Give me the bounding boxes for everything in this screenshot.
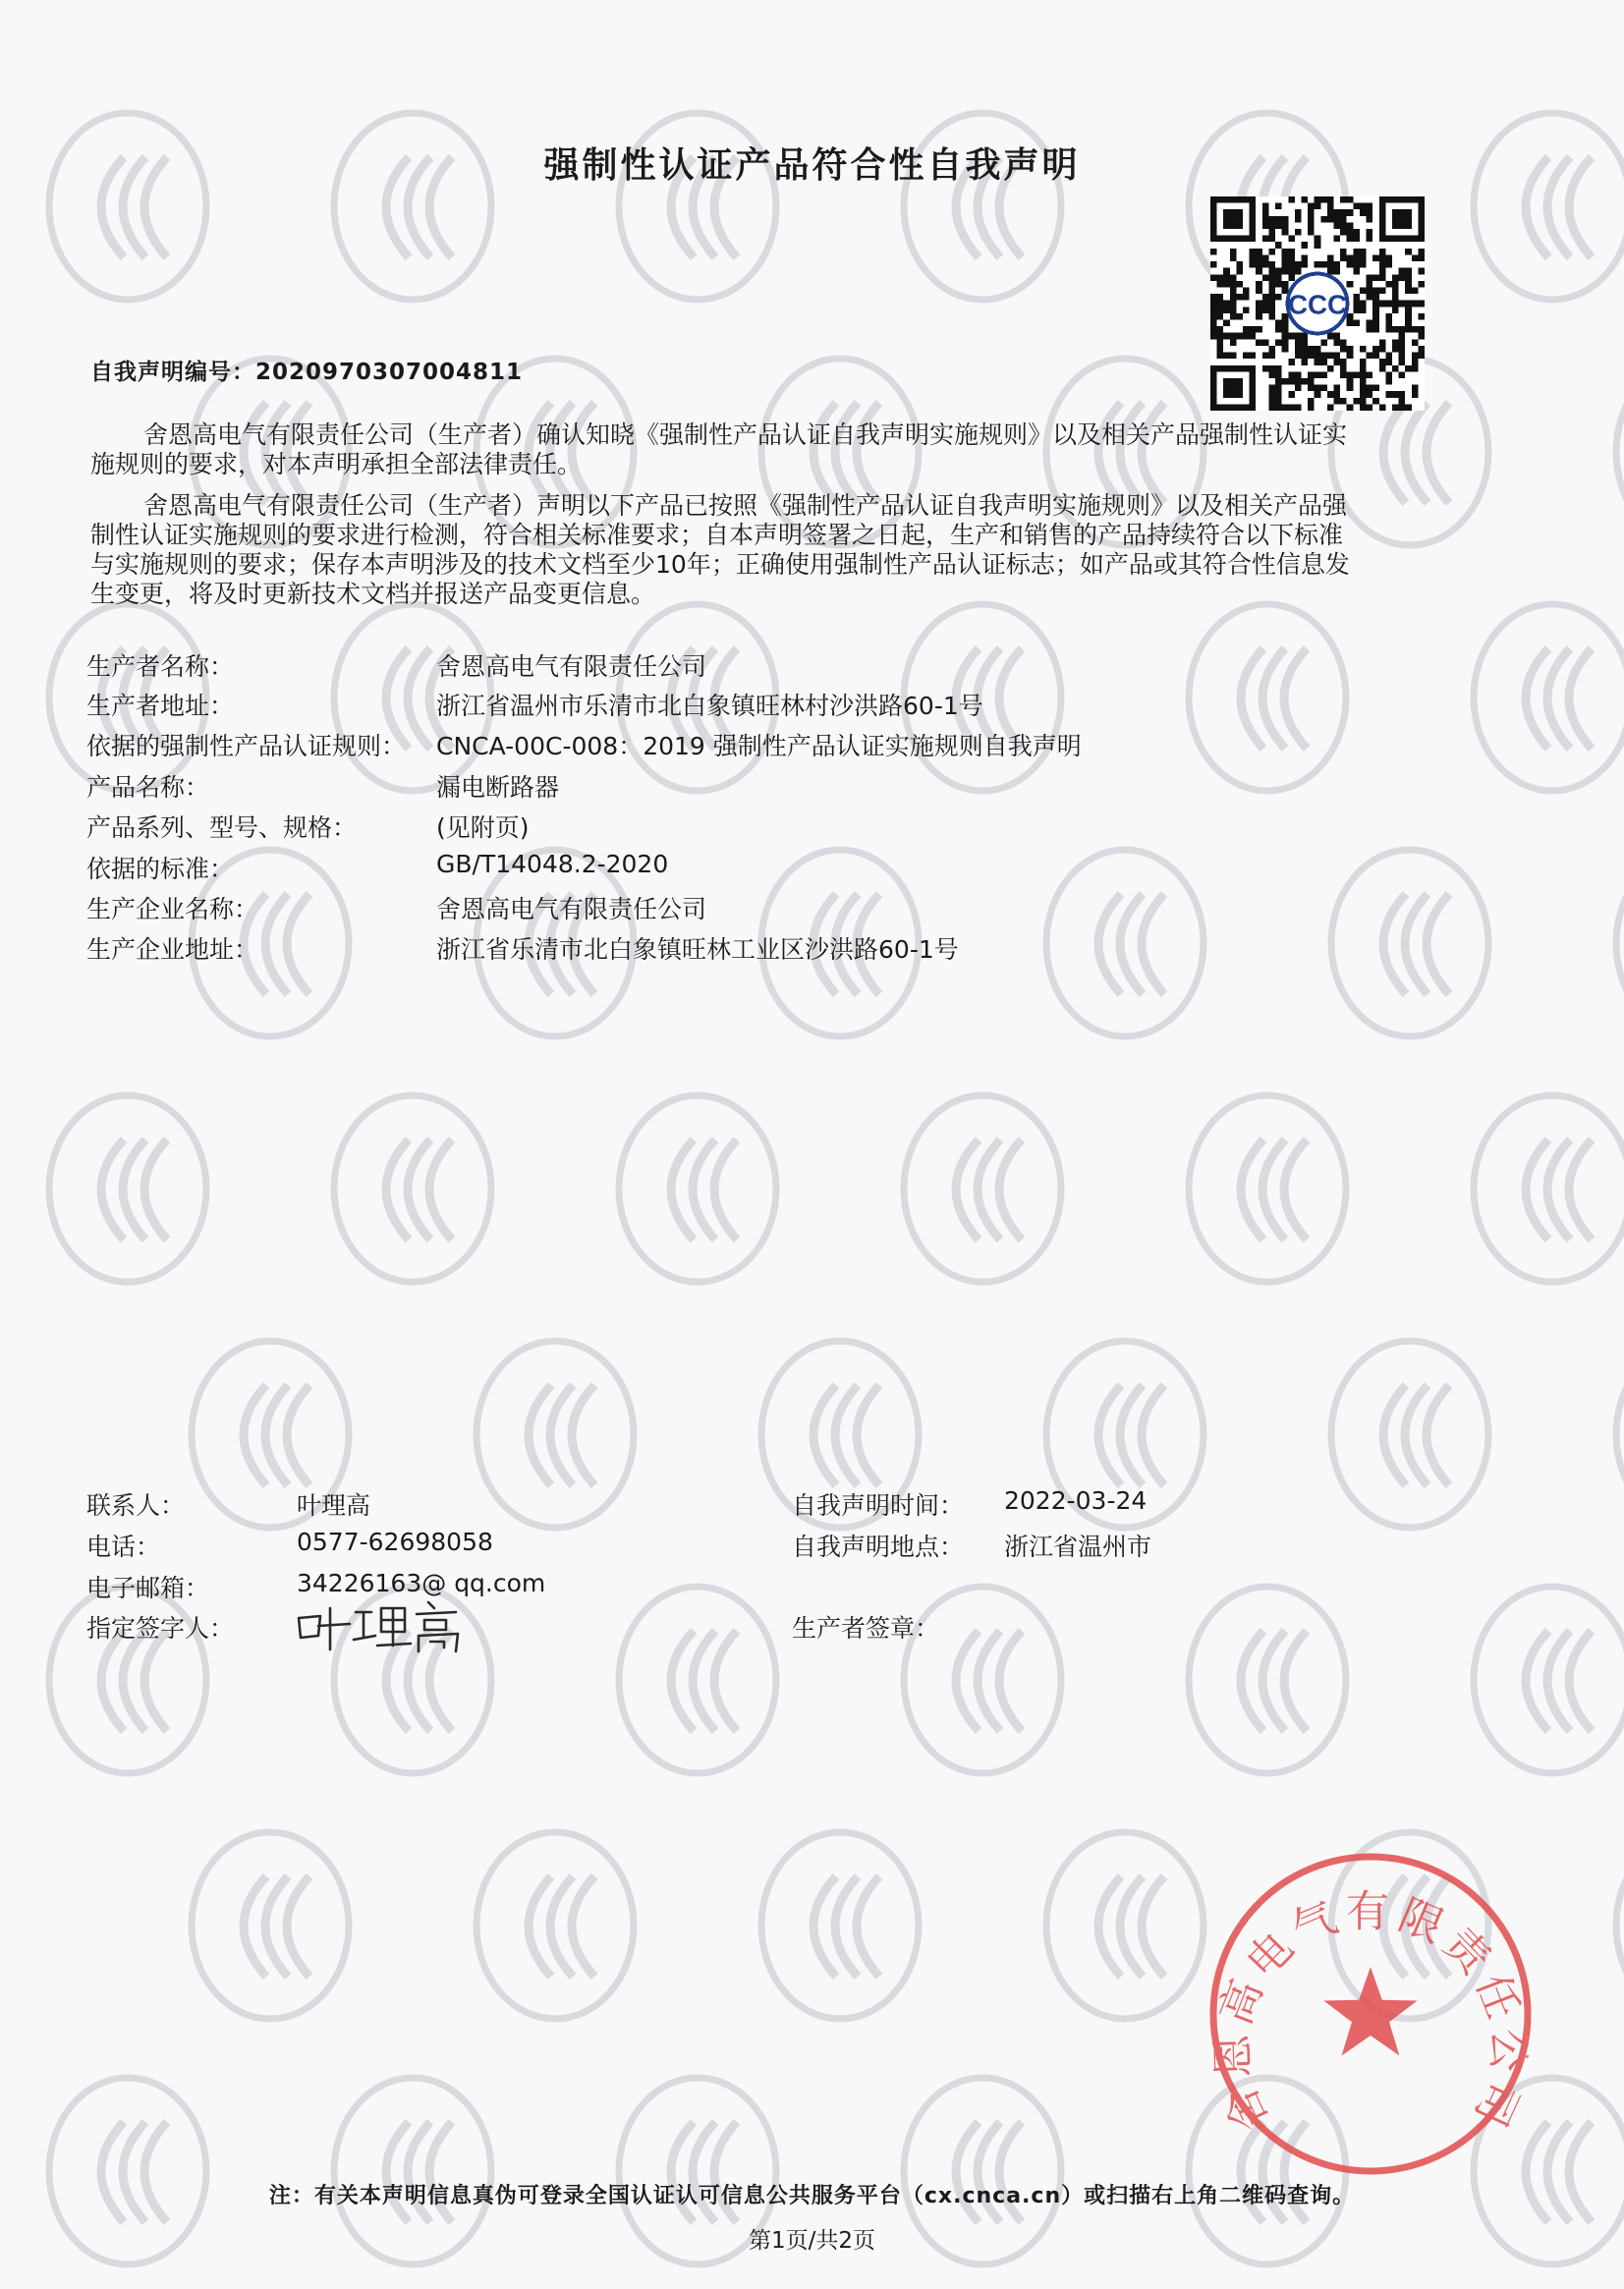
ccc-watermark-mark	[1046, 850, 1204, 1036]
standard-value: GB/T14048.2-2020	[436, 850, 669, 878]
certification-rule-value: CNCA-00C-008：2019 强制性产品认证实施规则自我声明	[436, 732, 1082, 760]
paragraph-line: 制性认证实施规则的要求进行检测，符合相关标准要求；自本声明签署之日起，生产和销售的产品持续符合以下标准	[90, 521, 1344, 549]
email-label: 电子邮箱：	[86, 1574, 210, 1602]
verification-note: 注：有关本声明信息真伪可登录全国认证认可信息公共服务平台（cx.cnca.cn）或扫描右上角二维码查询。	[268, 2184, 1356, 2208]
ccc-watermark-mark	[1474, 1095, 1624, 1282]
standard-label: 依据的标准：	[86, 855, 235, 883]
declaration-date-value: 2022-03-24	[1004, 1486, 1148, 1515]
signatory-label: 指定签字人：	[86, 1614, 235, 1643]
email-value: 34226163@ qq.com	[297, 1569, 546, 1597]
qr-code-icon[interactable]	[1210, 196, 1425, 411]
ccc-watermark-mark	[1474, 1587, 1624, 1773]
paragraph-line: 舍恩高电气有限责任公司（生产者）确认知晓《强制性产品认证自我声明实施规则》以及相关产品强制性认证实	[143, 420, 1348, 449]
declaration-place-value: 浙江省温州市	[1004, 1533, 1152, 1561]
product-name-value: 漏电断路器	[436, 773, 560, 802]
contact-person-label: 联系人：	[86, 1491, 186, 1520]
declaration-number: 自我声明编号：2020970307004811	[90, 360, 524, 385]
ccc-watermark-mark	[1046, 1832, 1204, 2019]
ccc-watermark-mark	[1331, 1341, 1488, 1528]
ccc-watermark-mark	[1189, 1587, 1346, 1773]
phone-label: 电话：	[86, 1533, 161, 1561]
producer-name-value: 舍恩高电气有限责任公司	[436, 652, 707, 681]
ccc-watermark-mark	[334, 1095, 491, 1282]
ccc-watermark-mark	[476, 1341, 634, 1528]
company-seal	[1204, 1847, 1538, 2181]
handwritten-signature	[291, 1596, 468, 1655]
manufacturer-address-value: 浙江省乐清市北白象镇旺林工业区沙洪路60-1号	[436, 935, 959, 964]
contact-person-value: 叶理高	[297, 1491, 371, 1520]
producer-address-value: 浙江省温州市乐清市北白象镇旺林村沙洪路60-1号	[436, 692, 983, 720]
ccc-watermark-mark	[761, 1832, 919, 2019]
paragraph-line: 与实施规则的要求；保存本声明涉及的技术文档至少10年；正确使用强制性产品认证标志；如产品或其符合性信息发	[90, 550, 1350, 579]
ccc-watermark-mark	[192, 1832, 349, 2019]
ccc-watermark-mark	[1616, 850, 1624, 1036]
product-model-value: (见附页)	[436, 813, 530, 842]
ccc-watermark-mark	[1616, 359, 1624, 545]
ccc-watermark-mark	[619, 1095, 776, 1282]
paragraph-line: 生变更，将及时更新技术文档并报送产品变更信息。	[90, 580, 656, 608]
declaration-paragraph	[90, 491, 1466, 609]
ccc-watermark-mark	[1189, 604, 1346, 791]
producer-seal-label: 生产者签章：	[792, 1614, 940, 1643]
confirmation-paragraph	[90, 420, 1466, 479]
product-model-label: 产品系列、型号、规格：	[86, 813, 358, 842]
declaration-place-label: 自我声明地点：	[792, 1533, 965, 1561]
ccc-watermark-mark	[1189, 1095, 1346, 1282]
ccc-watermark-mark	[1616, 1832, 1624, 2019]
ccc-watermark-mark	[1474, 604, 1624, 791]
ccc-watermark-mark	[904, 1095, 1061, 1282]
paragraph-line: 施规则的要求，对本声明承担全部法律责任。	[90, 450, 583, 478]
declaration-date-label: 自我声明时间：	[792, 1491, 965, 1520]
ccc-logo-icon: CCC	[1287, 289, 1348, 320]
page-number: 第1页/共2页	[748, 2228, 875, 2254]
manufacturer-name-value: 舍恩高电气有限责任公司	[436, 895, 707, 923]
manufacturer-address-label: 生产企业地址：	[86, 935, 259, 964]
seal-company-name: 舍恩高电气有限责任公司	[1207, 1886, 1534, 2140]
ccc-watermark-mark	[619, 1587, 776, 1773]
document-title: 强制性认证产品符合性自我声明	[543, 145, 1081, 186]
producer-address-label: 生产者地址：	[86, 692, 235, 720]
ccc-watermark-mark	[1616, 1341, 1624, 1528]
ccc-watermark-mark	[49, 1095, 206, 1282]
ccc-watermark-mark	[1331, 850, 1488, 1036]
paragraph-line: 舍恩高电气有限责任公司（生产者）声明以下产品已按照《强制性产品认证自我声明实施规则》以及相关产品强	[143, 491, 1348, 520]
product-name-label: 产品名称：	[86, 773, 210, 802]
ccc-watermark-mark	[476, 1832, 634, 2019]
phone-value: 0577-62698058	[297, 1528, 493, 1556]
seal-star-icon	[1323, 1967, 1417, 2056]
producer-name-label: 生产者名称：	[86, 652, 235, 681]
certification-rule-label: 依据的强制性产品认证规则：	[86, 732, 407, 760]
manufacturer-name-label: 生产企业名称：	[86, 895, 259, 923]
